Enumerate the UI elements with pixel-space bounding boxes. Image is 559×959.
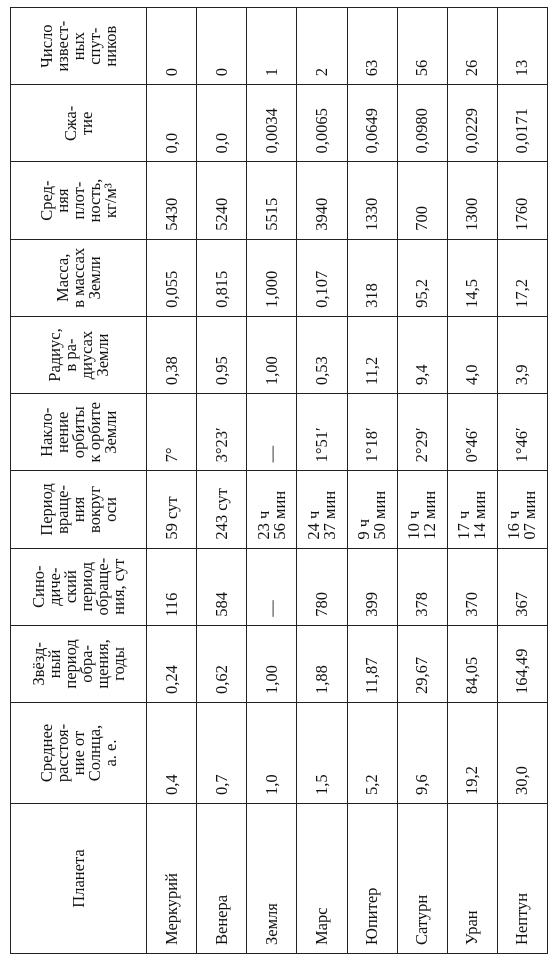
table-cell: 243 сут [197,471,247,548]
table-cell: 318 [347,239,397,316]
table-cell: 5430 [147,162,197,239]
planet-name-cell: Земля [247,804,297,954]
header-row [11,8,147,954]
table-cell: 399 [347,548,397,625]
table-cell: 0 [197,8,247,85]
table-cell: 26 [447,8,497,85]
table-cell: 1,000 [247,239,297,316]
table-cell: 370 [447,548,497,625]
table-cell: 2 [297,8,347,85]
table-cell: 11,87 [347,625,397,702]
table-cell: 0,055 [147,239,197,316]
planet-name-cell: Уран [447,804,497,954]
table-cell: 13 [497,8,547,85]
table-cell: 1,00 [247,316,297,393]
table-cell: 378 [397,548,447,625]
table-cell: 14,5 [447,239,497,316]
table-cell: 0,0229 [447,85,497,162]
table-cell: 56 [397,8,447,85]
table-cell: 0,0 [147,85,197,162]
table-cell: — [247,548,297,625]
table-cell: 1,00 [247,625,297,702]
table-cell: 17 ч 14 мин [447,471,497,548]
table-cell: 367 [497,548,547,625]
table-row [347,8,397,954]
table-cell: 0,0065 [297,85,347,162]
table-cell: 5240 [197,162,247,239]
table-cell: 116 [147,548,197,625]
column-header: Радиус, в ра- диусах Земли [11,316,147,393]
table-cell: 59 сут [147,471,197,548]
table-cell: 780 [297,548,347,625]
planet-name-cell: Марс [297,804,347,954]
table-cell: 7° [147,394,197,471]
table-cell: 1300 [447,162,497,239]
column-header: Сред- няя плот- ность, кг/м³ [11,162,147,239]
table-cell: 0°46′ [447,394,497,471]
table-cell: 5,2 [347,703,397,804]
table-cell: 4,0 [447,316,497,393]
column-header: Период враще- ния вокруг оси [11,471,147,548]
table-cell: 63 [347,8,397,85]
table-row [297,8,347,954]
table-cell: 1330 [347,162,397,239]
table-row [497,8,547,954]
table-cell: 700 [397,162,447,239]
table-cell: 0,0980 [397,85,447,162]
table-cell: 0 [147,8,197,85]
table-cell: 24 ч 37 мин [297,471,347,548]
column-header: Сжа- тие [11,85,147,162]
table-cell: 1°46′ [497,394,547,471]
column-header: Число извест- ных спут- ников [11,8,147,85]
table-cell: 1,88 [297,625,347,702]
table-cell: 0,0171 [497,85,547,162]
table-cell: 3940 [297,162,347,239]
table-cell: 0,62 [197,625,247,702]
table-cell: 30,0 [497,703,547,804]
table-cell: 0,4 [147,703,197,804]
table-cell: 0,24 [147,625,197,702]
table-cell: 0,0 [197,85,247,162]
column-header: Планета [11,804,147,954]
table-row [197,8,247,954]
table-row [397,8,447,954]
planet-name-cell: Венера [197,804,247,954]
table-cell: 1 [247,8,297,85]
table-cell: 0,815 [197,239,247,316]
planet-name-cell: Юпитер [347,804,397,954]
table-cell: — [247,394,297,471]
table-cell: 9,6 [397,703,447,804]
table-cell: 23 ч 56 мин [247,471,297,548]
table-cell: 0,0649 [347,85,397,162]
table-header [11,8,147,954]
table-cell: 0,95 [197,316,247,393]
table-cell: 1,5 [297,703,347,804]
table-cell: 584 [197,548,247,625]
planet-name-cell: Сатурн [397,804,447,954]
column-header: Звёзд- ный период обра- щения, годы [11,625,147,702]
table-cell: 1°18′ [347,394,397,471]
table-cell: 11,2 [347,316,397,393]
table-cell: 2°29′ [397,394,447,471]
column-header: Среднее расстоя- ние от Солнца, а. е. [11,703,147,804]
planet-name-cell: Меркурий [147,804,197,954]
table-cell: 9,4 [397,316,447,393]
table-cell: 17,2 [497,239,547,316]
column-header: Накло- нение орбиты к орбите Земли [11,394,147,471]
planets-table [10,7,548,954]
table-cell: 1760 [497,162,547,239]
table-cell: 0,107 [297,239,347,316]
table-body [147,8,548,954]
table-cell: 1°51′ [297,394,347,471]
table-cell: 84,05 [447,625,497,702]
table-cell: 3°23′ [197,394,247,471]
table-cell: 1,0 [247,703,297,804]
table-row [247,8,297,954]
table-cell: 0,7 [197,703,247,804]
table-cell: 3,9 [497,316,547,393]
column-header: Масса, в массах Земли [11,239,147,316]
table-cell: 19,2 [447,703,497,804]
table-cell: 0,53 [297,316,347,393]
table-cell: 29,67 [397,625,447,702]
table-row [147,8,197,954]
table-cell: 95,2 [397,239,447,316]
table-cell: 9 ч 50 мин [347,471,397,548]
table-row [447,8,497,954]
table-cell: 16 ч 07 мин [497,471,547,548]
table-cell: 5515 [247,162,297,239]
table-cell: 0,38 [147,316,197,393]
table-cell: 0,0034 [247,85,297,162]
planet-name-cell: Нептун [497,804,547,954]
column-header: Сино- диче- ский период обраще- ния, сут [11,548,147,625]
table-cell: 10 ч 12 мин [397,471,447,548]
table-cell: 164,49 [497,625,547,702]
